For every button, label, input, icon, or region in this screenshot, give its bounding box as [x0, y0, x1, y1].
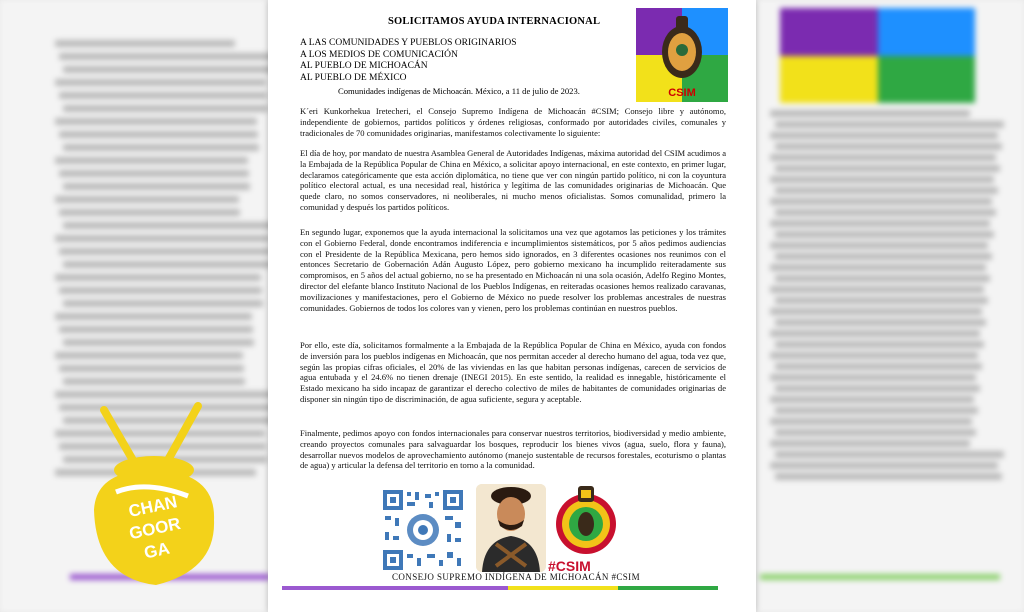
background-line	[59, 365, 244, 372]
background-line	[775, 143, 1002, 150]
background-line	[59, 170, 249, 177]
background-line	[775, 429, 976, 436]
watermark-line-1: CHAN	[126, 492, 179, 522]
background-line	[55, 40, 235, 47]
background-line	[775, 187, 998, 194]
portrait-image	[476, 484, 546, 572]
background-line	[770, 110, 970, 117]
footer-strip-purple	[282, 586, 508, 590]
background-line	[770, 264, 986, 271]
recipient-line: AL PUEBLO DE MICHOACÁN	[300, 61, 428, 71]
paragraph-5: Finalmente, pedimos apoyo con fondos internacionales para conservar nuestros territorios, biodiversidad y medio ambiente, creando proyectos comunales para salvaguardar los bosques, reproducir los bienes vivos (agua, suelo, flora y fauna), desarrollar nuevos modelos de aprovechamiento autónomo (manejo sustentable de recursos forestales, ecoturismo o plantas de agua) y articular la defensa del territorio en torno a la comunidad.	[300, 428, 726, 471]
background-line	[55, 391, 274, 398]
csim-logo-label: #CSIM	[548, 558, 591, 574]
background-line	[775, 121, 1004, 128]
recipient-line: AL PUEBLO DE MÉXICO	[300, 72, 407, 83]
paragraph-3: En segundo lugar, exponemos que la ayuda internacional la solicitamos una vez que agotamos las peticiones y los trámites con el Gobierno Federal, donde encontramos indiferencia e incumplimientos sistemáticos, por 5 años pedimos audiencias con el Presidente de la República Mexicana, pero hemos sido ignorados, en 3 diferentes ocasiones nos reunimos con el entonces Secretario de Gobernación Adán Augusto López, pero gobierno mexicano ha incumplido reiteradamente sus compromisos, en 5 años del actual gobierno, no se ha presentado en Michoacán ni una sola ocasión, Adelfo Regino Montes, director del elefante blanco Instituto Nacional de los Pueblos Indígenas, en reiteradas ocasiones hemos realizado caravanas, movilizaciones y manifestaciones, pero el Gobierno de México no puede resolver los problemas ancestrales de nuestras comunidades. Gobiernos de todos los colores van y vienen, pero los problemas continúan en nuestros pueblos.	[300, 227, 726, 313]
background-line	[770, 330, 980, 337]
background-line	[770, 242, 988, 249]
csim-emblem-icon	[550, 482, 622, 562]
background-line	[63, 66, 277, 73]
background-line	[770, 418, 972, 425]
background-line	[770, 220, 990, 227]
background-line	[59, 209, 240, 216]
background-line	[55, 196, 239, 203]
background-line	[55, 118, 257, 125]
emblem-icon	[658, 14, 706, 84]
recipients-block	[300, 38, 517, 84]
background-line	[770, 440, 970, 447]
background-line	[55, 79, 266, 86]
background-line	[63, 144, 259, 151]
background-line	[63, 105, 268, 112]
background-line	[63, 222, 281, 229]
background-line	[63, 339, 254, 346]
dateline: Comunidades indígenas de Michoacán. México, a 11 de julio de 2023.	[338, 86, 580, 96]
background-line	[770, 308, 982, 315]
flag-label: CSIM	[668, 87, 696, 99]
background-line	[775, 209, 996, 216]
background-line	[770, 198, 992, 205]
recipient-line: A LAS COMUNIDADES Y PUEBLOS ORIGINARIOS	[300, 38, 517, 48]
background-line	[775, 407, 978, 414]
background-line	[775, 319, 986, 326]
background-line	[63, 300, 263, 307]
background-line	[775, 231, 994, 238]
background-line	[55, 352, 243, 359]
background-line	[63, 183, 250, 190]
paragraph-4: Por ello, este día, solicitamos formalmente a la Embajada de la República Popular de China en México, ayuda con fondos de inversión para los pueblos indígenas en Michoacán, que nos permitan acceder al derecho humano del agua, toda vez que, según las propias cifras oficiales, el 20% de las viviendas en las que habitan personas indígenas, carecen de servicios de agua entubada y el 24.6% no tienen drenaje (INEGI 2015). En este sentido, la realidad es innegable, históricamente el Estado mexicano ha sido incapaz de garantizar el derecho colectivo de miles de habitantes de comunidades originarias de disponer sin ningún tipo de discriminación, de agua suficiente, segura y aceptable.	[300, 340, 726, 404]
background-line	[775, 165, 1000, 172]
background-flag	[780, 8, 975, 103]
background-line	[59, 326, 253, 333]
paragraph-1: K´eri Kunkorhekua Iretecheri, el Consejo Supremo Indígena de Michoacán #CSIM; Consejo libre y autónomo, independiente de gobiernos, partidos políticos y órdenes religiosas, conformado por autoridades civiles, comunales y tradicionales de 70 comunidades originarias, manifestamos colectivamente lo siguiente:	[300, 106, 726, 138]
background-line	[775, 451, 1004, 458]
footer-caption: CONSEJO SUPREMO INDÍGENA DE MICHOACÁN #CSIM	[392, 572, 640, 582]
background-line	[775, 363, 982, 370]
background-line	[55, 313, 252, 320]
background-line	[59, 131, 258, 138]
background-line	[55, 274, 261, 281]
background-line	[775, 253, 992, 260]
background-line	[775, 473, 1002, 480]
background-line	[770, 286, 984, 293]
background-line	[59, 287, 262, 294]
background-line	[63, 378, 245, 385]
background-line	[770, 352, 978, 359]
chan-watermark-logo	[76, 400, 226, 590]
document-page	[268, 0, 756, 612]
background-line	[55, 235, 270, 242]
background-line	[55, 157, 248, 164]
background-line	[770, 396, 974, 403]
watermark-line-2: GOOR	[127, 513, 183, 544]
document-title: SOLICITAMOS AYUDA INTERNACIONAL	[388, 16, 601, 27]
watermark-line-3: GA	[142, 538, 172, 563]
background-line	[770, 462, 998, 469]
background-strip-right	[760, 574, 1000, 580]
recipient-line: A LOS MEDIOS DE COMUNICACIÓN	[300, 49, 458, 60]
background-line	[770, 132, 998, 139]
csim-flag-logo	[636, 8, 728, 102]
background-line	[63, 261, 272, 268]
paragraph-2: El día de hoy, por mandato de nuestra Asamblea General de Autoridades Indígenas, máxima autoridad del CSIM acudimos a la Embajada de la República Popular de China en México, a solicitar apoyo internacional, en este contexto, en primer lugar, declaramos categóricamente que esta acción diplomática, no tiene que ver con ningún partido político, ni con la coyuntura político electoral actual, es una necesidad real, histórica y legítima de las comunidades originarias de Michoacán. Que quede claro, no somos conservadores, ni neoliberales, ni mucho menos oficialistas. Somos comunalidad, primero la comunidad y después los partidos políticos.	[300, 148, 726, 212]
background-line	[770, 374, 976, 381]
background-line	[775, 275, 990, 282]
background-line	[770, 154, 996, 161]
background-line	[59, 53, 276, 60]
background-line	[59, 248, 271, 255]
footer-strip-yellow	[508, 586, 618, 590]
background-line	[59, 92, 267, 99]
background-line	[775, 341, 984, 348]
background-line	[775, 385, 980, 392]
qr-code[interactable]	[381, 488, 465, 572]
footer-strip-green	[618, 586, 718, 590]
background-line	[775, 297, 988, 304]
background-line	[770, 176, 994, 183]
